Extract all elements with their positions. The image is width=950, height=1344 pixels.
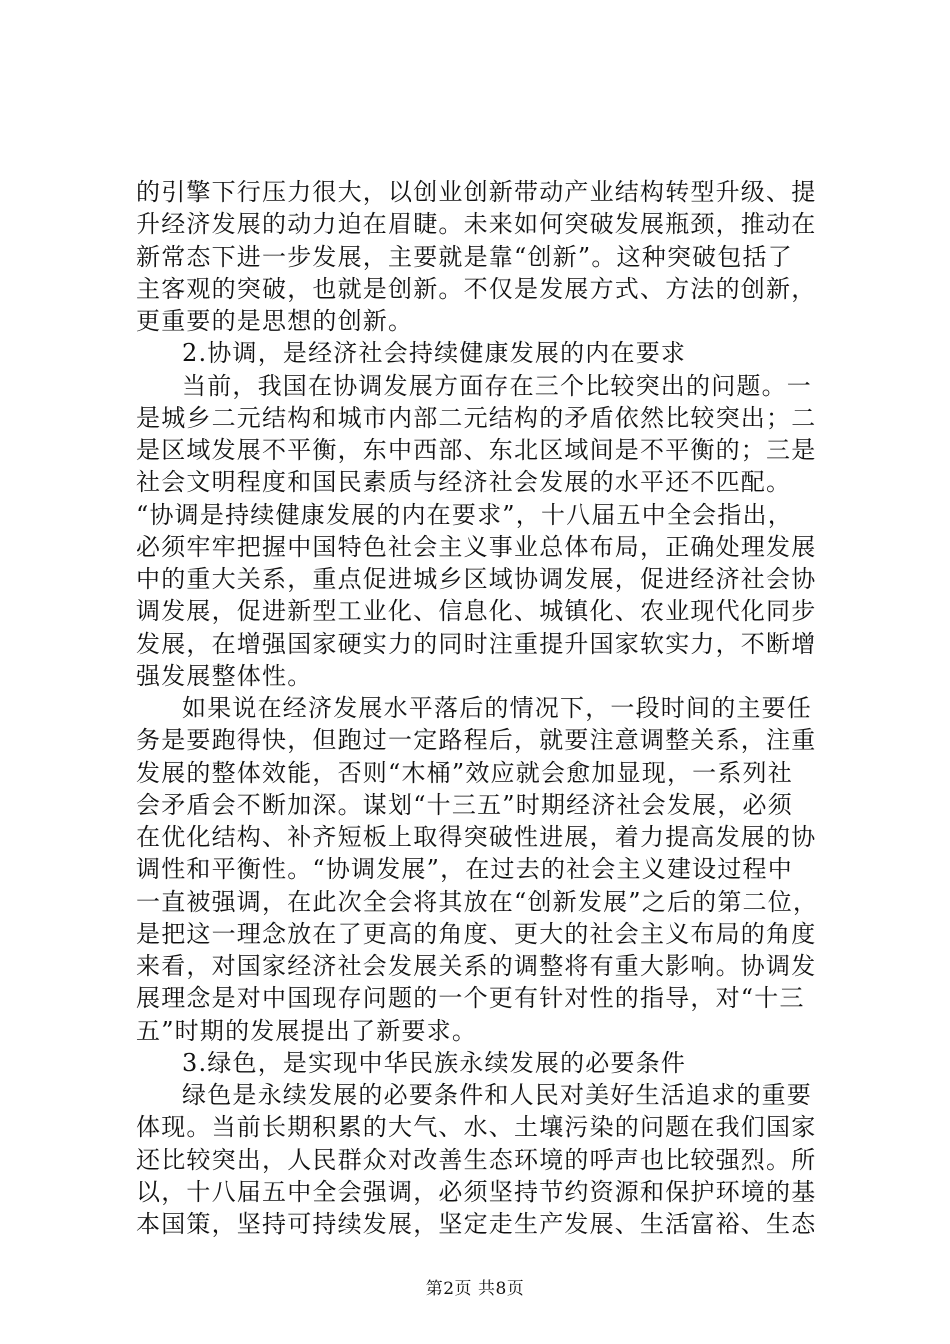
text-line: 升经济发展的动力迫在眉睫。未来如何突破发展瓶颈，推动在 <box>136 210 817 239</box>
text-line: 体现。当前长期积累的大气、水、土壤污染的问题在我们国家 <box>136 1113 817 1142</box>
text-line: 社会文明程度和国民素质与经济社会发展的水平还不匹配。 <box>136 468 792 497</box>
text-line: 必须牢牢把握中国特色社会主义事业总体布局，正确处理发展 <box>136 532 817 561</box>
text-line: 调性和平衡性。“协调发展”，在过去的社会主义建设过程中 <box>136 855 793 884</box>
text-line: 会矛盾会不断加深。谋划“十三五”时期经济社会发展，必须 <box>136 790 793 819</box>
text-line: 还比较突出，人民群众对改善生态环境的呼声也比较强烈。所 <box>136 1145 817 1174</box>
text-line: “协调是持续健康发展的内在要求”，十八届五中全会指出， <box>136 500 793 529</box>
text-line: 调发展，促进新型工业化、信息化、城镇化、农业现代化同步 <box>136 597 817 626</box>
text-line: 务是要跑得快，但跑过一定路程后，就要注意调整关系，注重 <box>136 726 817 755</box>
text-line: 本国策，坚持可持续发展，坚定走生产发展、生活富裕、生态 <box>136 1210 817 1238</box>
text-line: 新常态下进一步发展，主要就是靠“创新”。这种突破包括了 <box>136 242 793 271</box>
text-line: 中的重大关系，重点促进城乡区域协调发展，促进经济社会协 <box>136 565 817 593</box>
text-line: 一直被强调，在此次全会将其放在“创新发展”之后的第二位， <box>136 887 819 916</box>
text-line: 来看，对国家经济社会发展关系的调整将有重大影响。协调发 <box>136 952 817 980</box>
text-line: 五”时期的发展提出了新要求。 <box>136 1016 478 1045</box>
text-line: 更重要的是思想的创新。 <box>136 307 414 335</box>
text-line: 是区域发展不平衡，东中西部、东北区域间是不平衡的；三是 <box>136 436 817 464</box>
text-line: 当前，我国在协调发展方面存在三个比较突出的问题。一 <box>182 371 812 400</box>
text-line: 以，十八届五中全会强调，必须坚持节约资源和保护环境的基 <box>136 1177 817 1206</box>
text-line: 绿色是永续发展的必要条件和人民对美好生活追求的重要 <box>182 1081 812 1109</box>
text-line: 3.绿色，是实现中华民族永续发展的必要条件 <box>182 1048 687 1077</box>
text-line: 发展的整体效能，否则“木桶”效应就会愈加显现，一系列社 <box>136 758 793 787</box>
text-line: 是把这一理念放在了更高的角度、更大的社会主义布局的角度 <box>136 919 817 948</box>
document-body <box>136 176 836 1240</box>
page-footer: 第2页 共8页 <box>425 1279 525 1299</box>
text-line: 发展，在增强国家硬实力的同时注重提升国家软实力，不断增 <box>136 629 817 658</box>
text-line: 的引擎下行压力很大，以创业创新带动产业结构转型升级、提 <box>136 178 817 206</box>
text-line: 强发展整体性。 <box>136 661 313 690</box>
text-line: 2.协调，是经济社会持续健康发展的内在要求 <box>182 339 687 368</box>
text-line: 是城乡二元结构和城市内部二元结构的矛盾依然比较突出；二 <box>136 403 817 432</box>
text-line: 展理念是对中国现存问题的一个更有针对性的指导，对“十三 <box>136 984 805 1013</box>
text-line: 如果说在经济发展水平落后的情况下，一段时间的主要任 <box>182 694 812 722</box>
text-line: 主客观的突破，也就是创新。不仅是发展方式、方法的创新， <box>136 274 817 303</box>
text-line: 在优化结构、补齐短板上取得突破性进展，着力提高发展的协 <box>136 823 817 851</box>
